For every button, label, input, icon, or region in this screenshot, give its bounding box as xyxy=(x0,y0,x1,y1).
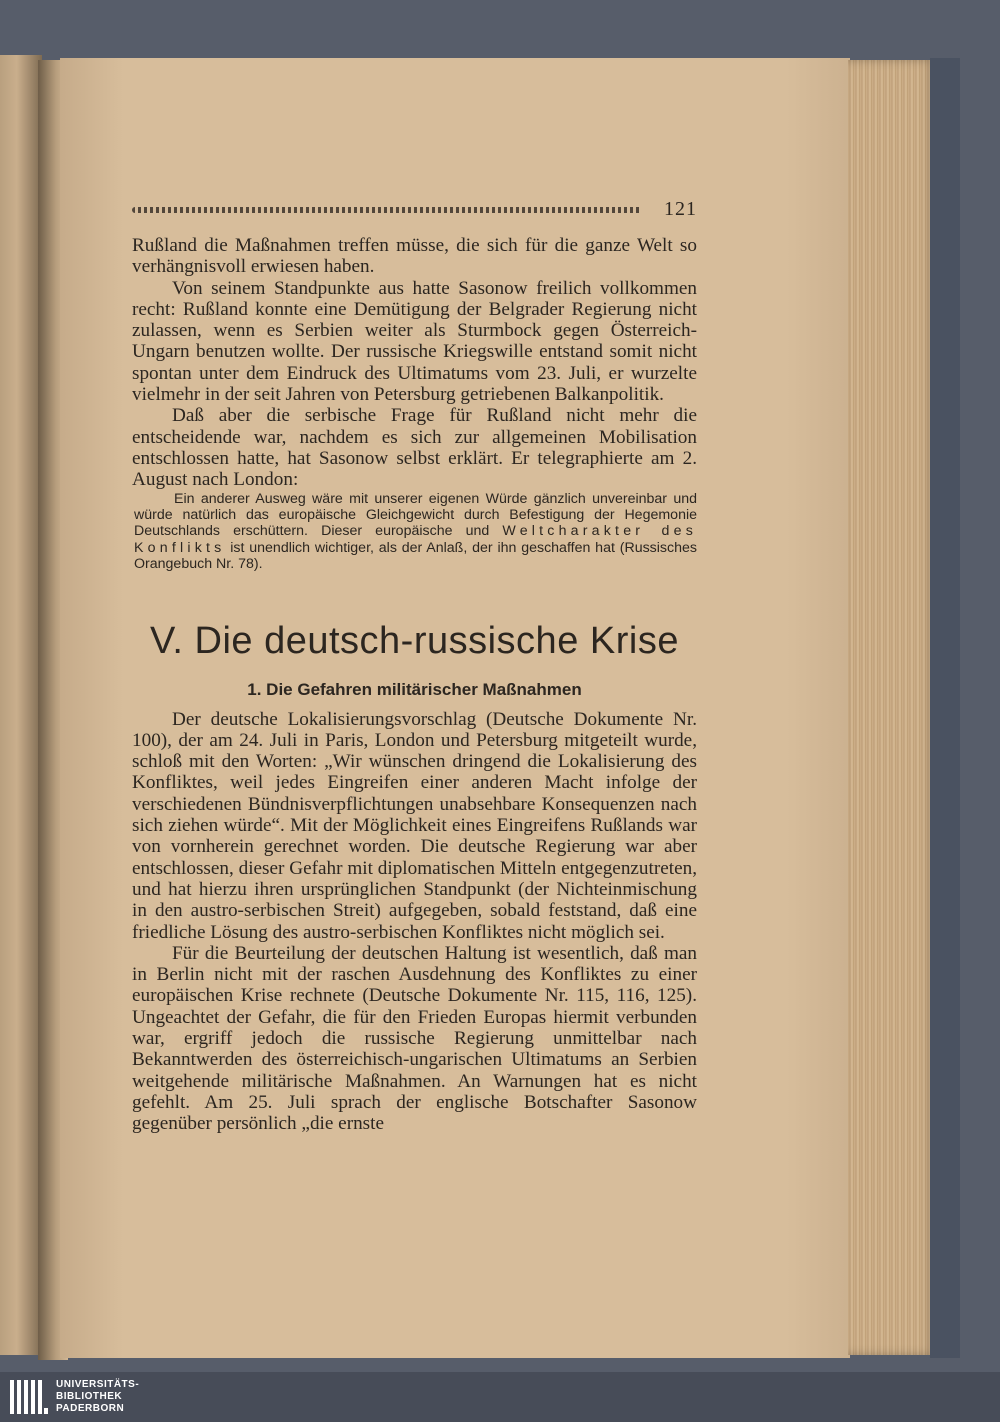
running-header xyxy=(132,195,697,225)
block-quote xyxy=(134,491,697,573)
logo-text-line: UNIVERSITÄTS- xyxy=(56,1379,140,1390)
paragraph: Der deutsche Lokalisierungsvorschlag (Deutsche Dokumente Nr. 100), der am 24. Juli in Paris, London und Petersburg mitgeteilt wurde, schloß mit den Worten: „Wir wünschen dringend die Lokalisierung des Konfliktes, weil jedes Eingreifen einer anderen Macht infolge der verschiedenen Bündnisverpflichtungen unabsehbare Konsequenzen nach sich ziehen würde“. Mit der Möglichkeit eines Eingreifens Rußlands war von vornherein gerechnet worden. Die deutsche Regierung war aber entschlossen, dieser Gefahr mit diplomatischen Mitteln entgegenzutreten, und hat hierzu ihren ursprünglichen Standpunkt (der Nichteinmischung in den austro-serbischen Streit) aufgegeben, sobald feststand, daß eine friedliche Lösung des austro-serbischen Konfliktes nicht möglich sei. xyxy=(132,708,697,943)
page-number: 121 xyxy=(664,198,697,221)
quote-emphasis: Weltcharakter des Konflikts xyxy=(134,523,697,556)
paragraph: Daß aber die serbische Frage für Rußland nicht mehr die entscheidende war, nachdem es sich zur allgemeinen Mobilisation entschlossen hatte, hat Sasonow selbst erklärt. Er telegraphierte am 2. August nach London: xyxy=(132,405,697,491)
chapter-title: V. Die deutsch-russische Krise xyxy=(150,619,679,662)
book-cover xyxy=(930,58,960,1358)
page-text xyxy=(132,195,697,1135)
page-edges xyxy=(848,60,936,1355)
logo-text-line: BIBLIOTHEK xyxy=(56,1391,123,1402)
logo-text-line: PADERBORN xyxy=(56,1403,125,1414)
header-ornament xyxy=(132,207,642,213)
section-title: 1. Die Gefahren militärischer Maßnahmen xyxy=(247,679,582,699)
quote-text: ist unendlich wichtiger, als der Anlaß, der ihn geschaffen hat (Russisches Orangebuch Nr. 78). xyxy=(134,539,697,573)
paragraph: Von seinem Standpunkte aus hatte Sasonow freilich vollkommen recht: Rußland konnte eine Demütigung der Belgrader Regierung nicht zulassen, wenn es Serbien weiter als Sturmbock gegen Österreich-Ungarn benutzen wollte. Der russische Kriegswille entstand somit nicht spontan unter dem Eindruck des Ultimatums vom 23. Juli, er wurzelte vielmehr in der seit Jahren von Petersburg getriebenen Balkanpolitik. xyxy=(132,277,697,406)
paragraph: Rußland die Maßnahmen treffen müsse, die sich für die ganze Welt so verhängnisvoll erwiesen haben. xyxy=(132,235,697,278)
left-page-edge xyxy=(0,55,42,1355)
library-footer xyxy=(0,1372,1000,1422)
library-logo-icon xyxy=(10,1378,48,1416)
paragraph: Für die Beurteilung der deutschen Haltung ist wesentlich, daß man in Berlin nicht mit der raschen Ausdehnung des Konfliktes zu einer europäischen Krise rechnete (Deutsche Dokumente Nr. 115, 116, 125). Ungeachtet der Gefahr, die für den Frieden Europas hiermit verbunden war, ergriff jedoch die russische Regierung unmittelbar nach Bekanntwerden des österreichisch-ungarischen Ultimatums an Serbien weitgehende militärische Maßnahmen. An Warnungen hat es nicht gefehlt. Am 25. Juli sprach der englische Botschafter Sasonow gegenüber persönlich „die ernste xyxy=(132,942,697,1135)
quote-text: Ein anderer Ausweg wäre mit unserer eigenen Würde gänzlich unvereinbar und würde natürlich das europäische Gleichgewicht durch Befestigung der Hegemonie Deutschlands erschüttern. Dieser europäische und xyxy=(134,490,697,540)
